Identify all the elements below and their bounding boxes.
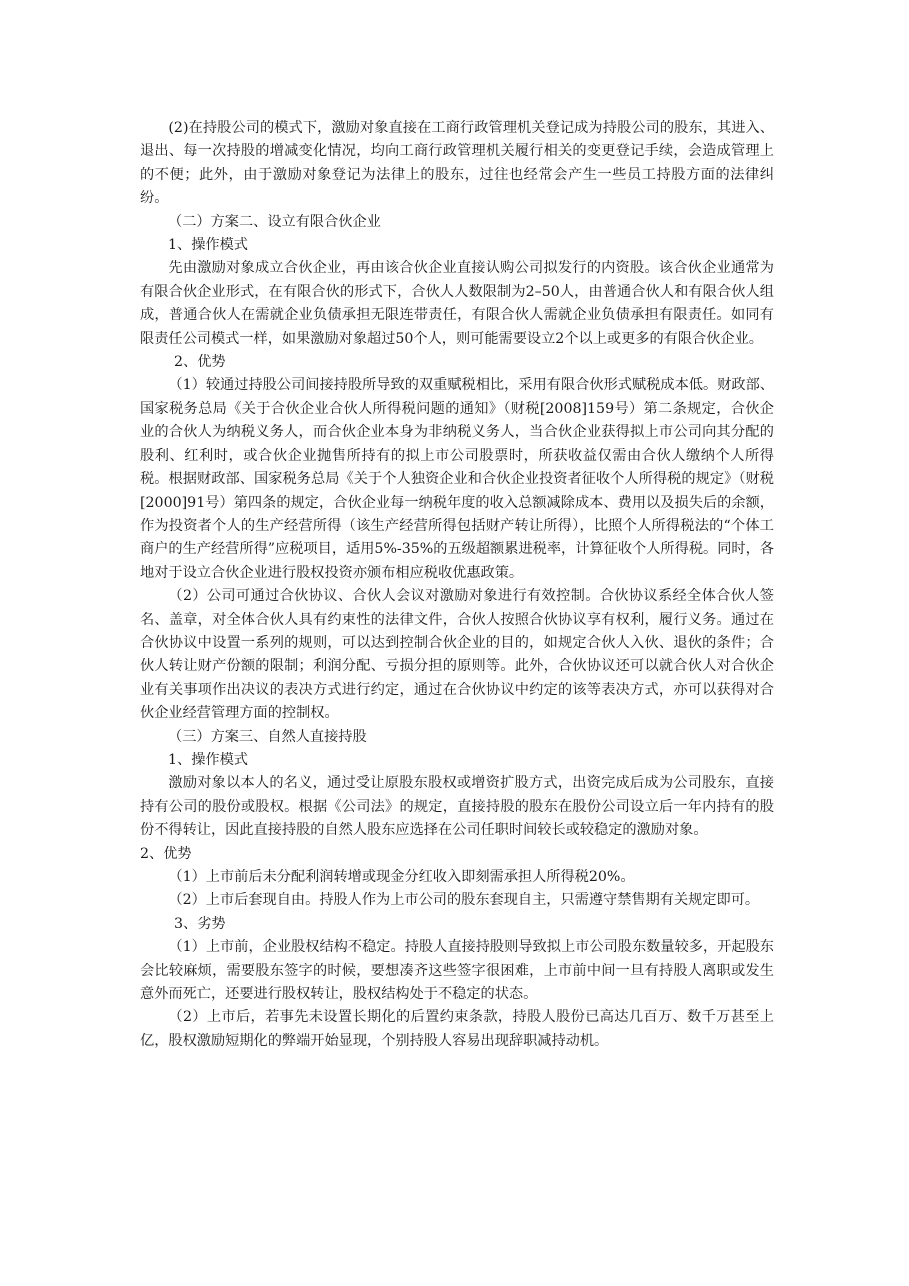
section-heading-plan-three: （三）方案三、自然人直接持股 xyxy=(168,728,367,745)
subheading-advantages: 2、优势 xyxy=(140,845,192,862)
subheading-operation-mode: 1、操作模式 xyxy=(168,751,248,768)
paragraph-holding-company-drawbacks: (2)在持股公司的模式下，激励对象直接在工商行政管理机关登记成为持股公司的股东，其进入、退出、每一次持股的增减变化情况，均向工商行政管理机关履行相关的变更登记手续，会造成管理上的不便；此外，由于激励对象登记为法律上的股东，过往也经常会产生一些员工持股方面的法律纠纷。 xyxy=(140,120,774,207)
paragraph-control-advantage: （2）公司可通过合伙协议、合伙人会议对激励对象进行有效控制。合伙协议系经全体合伙人签名、盖章，对全体合伙人具有约束性的法律文件，合伙人按照合伙协议享有权利，履行义务。通过在合伙协议中设置一系列的规则，可以达到控制合伙企业的目的，如规定合伙人入伙、退伙的条件；合伙人转让财产份额的限制；利润分配、亏损分担的原则等。此外，合伙协议还可以就合伙人对合伙企业有关事项作出决议的表决方式进行约定，通过在合伙协议中约定的该等表决方式，亦可以获得对合伙企业经营管理方面的控制权。 xyxy=(140,588,774,722)
paragraph-short-term-incentive: （2）上市后，若事先未设置长期化的后置约束条款，持股人股份已高达几百万、数千万甚至上亿，股权激励短期化的弊端开始显现，个别持股人容易出现辞职减持动机。 xyxy=(140,1009,774,1049)
section-heading-plan-two: （二）方案二、设立有限合伙企业 xyxy=(168,213,381,230)
subheading-disadvantages: 3、劣势 xyxy=(174,915,226,932)
paragraph-tax-advantage: （1）较通过持股公司间接持股所导致的双重赋税相比，采用有限合伙形式赋税成本低。财政部、国家税务总局《关于合伙企业合伙人所得税问题的通知》（财税[2008]159号）第二条规定，合伙企业的合伙人为纳税义务人，而合伙企业本身为非纳税义务人，当合伙企业获得拟上市公司向其分配的股利、红利时，或合伙企业抛售所持有的拟上市公司股票时，所获收益仅需由合伙人缴纳个人所得税。根据财政部、国家税务总局《关于个人独资企业和合伙企业投资者征收个人所得税的规定》（财税[2000]91号）第四条的规定，合伙企业每一纳税年度的收入总额减除成本、费用以及损失后的余额，作为投资者个人的生产经营所得（该生产经营所得包括财产转让所得），比照个人所得税法的“个体工商户的生产经营所得”应税项目，适用5%-35%的五级超额累进税率，计算征收个人所得税。同时，各地对于设立合伙企业进行股权投资亦颁布相应税收优惠政策。 xyxy=(140,377,774,581)
paragraph-dividend-tax: （1）上市前后未分配利润转增或现金分红收入即刻需承担人所得税20%。 xyxy=(168,869,635,885)
document-body xyxy=(140,117,774,1053)
paragraph-cash-out-freedom: （2）上市后套现自由。持股人作为上市公司的股东套现自主，只需遵守禁售期有关规定即可。 xyxy=(168,892,760,909)
paragraph-direct-holding-operation: 激励对象以本人的名义，通过受让原股东股权或增资扩股方式，出资完成后成为公司股东，直接持有公司的股份或股权。根据《公司法》的规定，直接持股的股东在股份公司设立后一年内持有的股份不得转让，因此直接持股的自然人股东应选择在公司任职时间较长或较稳定的激励对象。 xyxy=(140,775,774,839)
subheading-operation-mode: 1、操作模式 xyxy=(168,237,248,254)
subheading-advantages: 2、优势 xyxy=(174,354,226,371)
paragraph-partnership-operation: 先由激励对象成立合伙企业，再由该合伙企业直接认购公司拟发行的内资股。该合伙企业通常为有限合伙企业形式，在有限合伙的形式下，合伙人人数限制为2–50人，由普通合伙人和有限合伙人组成，普通合伙人在需就企业负债承担无限连带责任，有限合伙人需就企业负债承担有限责任。如同有限责任公司模式一样，如果激励对象超过50个人，则可能需要设立2个以上或更多的有限合伙企业。 xyxy=(140,260,774,347)
paragraph-unstable-structure: （1）上市前，企业股权结构不稳定。持股人直接持股则导致拟上市公司股东数量较多，开起股东会比较麻烦，需要股东签字的时候，要想凑齐这些签字很困难，上市前中间一旦有持股人离职或发生意外而死亡，还要进行股权转让，股权结构处于不稳定的状态。 xyxy=(140,939,774,1003)
